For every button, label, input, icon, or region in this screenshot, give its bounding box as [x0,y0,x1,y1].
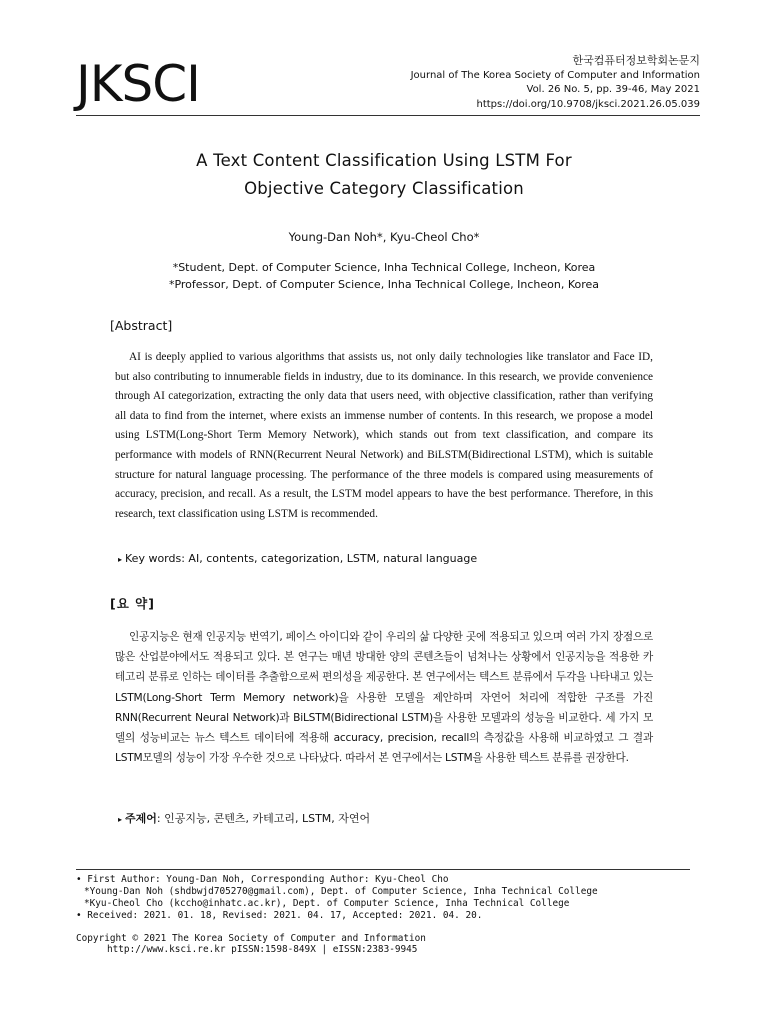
abstract-heading: [Abstract] [110,318,173,333]
footnotes [76,874,598,922]
title-line-2: Objective Category Classification [244,179,524,198]
footnote-rule [76,869,690,870]
affiliation-2: *Professor, Dept. of Computer Science, Inha Technical College, Incheon, Korea [168,278,600,291]
keywords-values: : AI, contents, categorization, LSTM, natural language [181,552,478,565]
abstract-text: AI is deeply applied to various algorithms that assists us, not only daily technologies like translator and Face ID, but also contributing to innumerable fields in industry, due to its dominance. In this research, we provide convenience through AI categorization, extracting the only data that users need, with objective classification, rather than verifying all data to find from the internet, where exists an immense number of contents. In this research, we propose a model using LSTM(Long-Short Term Memory Network), which stands out from text classification, and compare its performance with models of RNN(Recurrent Neural Network) and BiLSTM(Bidirectional LSTM), which is suitable structure for natural language processing. The performance of the three models is compared using measurements of accuracy, precision, and recall. As a result, the LSTM model appears to have the best performance. Therefore, in this research, text classification using LSTM is recommended. [115,351,653,520]
paper-title [0,147,768,203]
korean-keywords-values: : 인공지능, 콘텐츠, 카테고리, LSTM, 자연어 [156,812,371,825]
korean-keywords-line [118,811,370,828]
journal-logo: JKSCI [76,55,200,113]
journal-info [411,54,700,112]
copyright-block [76,933,426,955]
journal-doi-link[interactable]: https://doi.org/10.9708/jksci.2021.26.05.039 [476,98,700,110]
footnote-author-line: • First Author: Young-Dan Noh, Corresponding Author: Kyu-Cheol Cho [76,874,449,885]
authors: Young-Dan Noh*, Kyu-Cheol Cho* [288,230,480,244]
header-rule [76,115,700,116]
footnote-dates: • Received: 2021. 01. 18, Revised: 2021. 04. 17, Accepted: 2021. 04. 20. [76,910,483,921]
title-line-1: A Text Content Classification Using LSTM For [196,151,572,170]
footnote-first-author-contact: *Young-Dan Noh (shdbwjd705270@gmail.com), Dept. of Computer Science, Inha Technical College [84,886,598,897]
journal-english-name: Journal of The Korea Society of Computer and Information [410,69,700,81]
footnote-second-author-contact: *Kyu-Cheol Cho (kccho@inhatc.ac.kr), Dept. of Computer Science, Inha Technical College [84,898,570,909]
journal-volume: Vol. 26 No. 5, pp. 39-46, May 2021 [526,84,700,95]
journal-korean-name: 한국컴퓨터정보학회논문지 [572,54,700,67]
korean-abstract-text: 인공지능은 현재 인공지능 번역기, 페이스 아이디와 같이 우리의 삶 다양한 곳에 적용되고 있으며 여러 가지 장점으로 많은 산업분야에서도 적용되고 있다. 본 연구는 매년 방대한 양의 콘텐츠들이 넘쳐나는 상황에서 인공지능을 적용한 카테고리 분류로 인하는 데이터를 추출함으로써 편의성을 제공한다. 본 연구에서는 텍스트 분류에서 두각을 나타내고 있는 LSTM(Long-Short Term Memory network)을 사용한 모델을 제안하며 자연어 처리에 적합한 구조를 가진 RNN(Recurrent Neural Network)과 BiLSTM(Bidirectional LSTM)을 사용한 모델과의 성능을 비교한다. 세 가지 모델의 성능비교는 뉴스 텍스트 데이터에 적용해 accuracy, precision, recall의 측정값을 사용해 비교하였고 그 결과 LSTM모델의 성능이 가장 우수한 것으로 나타났다. 따라서 본 연구에서는 LSTM을 사용한 텍스트 분류를 권장한다. [115,631,653,765]
triangle-bullet-icon: ▸ [118,555,123,564]
triangle-bullet-icon: ▸ [118,815,123,824]
affiliation-1: *Student, Dept. of Computer Science, Inha Technical College, Incheon, Korea [172,261,596,274]
korean-keywords-label: 주제어 [125,812,157,825]
affiliations [0,259,768,293]
copyright-url-issn: http://www.ksci.re.kr pISSN:1598-849X | eISSN:2383-9945 [107,944,418,955]
keywords-label: Key words [125,552,182,565]
copyright-line: Copyright © 2021 The Korea Society of Computer and Information [76,933,426,944]
keywords-line [118,551,477,568]
korean-abstract-heading: [요 약] [110,596,155,611]
